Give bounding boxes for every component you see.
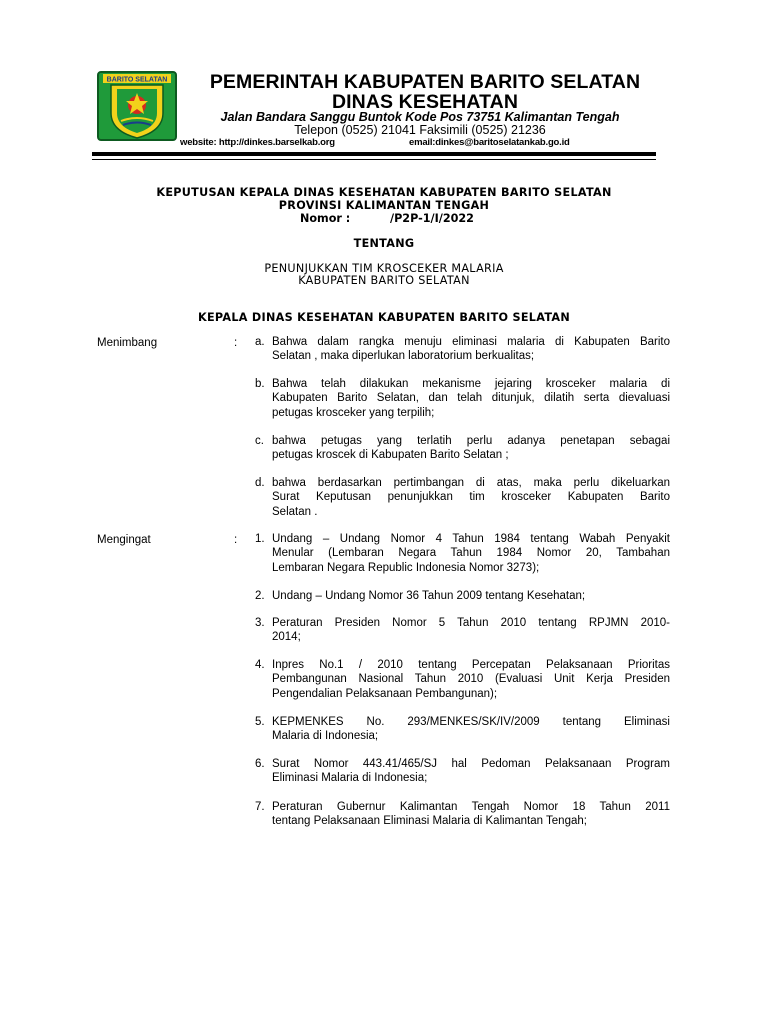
menimbang-item xyxy=(272,476,670,519)
mengingat-item-marker: 7. xyxy=(255,801,265,813)
letterhead-divider-thin xyxy=(92,159,656,160)
mengingat-item-marker: 6. xyxy=(255,758,265,770)
mengingat-item-line: Peraturan Presiden Nomor 5 Tahun 2010 tentang RPJMN 2010- xyxy=(272,617,670,629)
mengingat-item-line: KEPMENKES No. 293/MENKES/SK/IV/2009 tentang Eliminasi xyxy=(272,716,670,728)
authority-heading: KEPALA DINAS KESEHATAN KABUPATEN BARITO SELATAN xyxy=(197,311,571,324)
decree-province: PROVINSI KALIMANTAN TENGAH xyxy=(278,199,490,212)
mengingat-label: Mengingat xyxy=(97,534,151,546)
menimbang-colon: : xyxy=(234,337,238,349)
mengingat-item-line: Pengendalian Pelaksanaan Pembangunan); xyxy=(272,687,498,700)
mengingat-item-line: Surat Nomor 443.41/465/SJ hal Pedoman Pelaksanaan Program xyxy=(272,758,670,770)
subject-line-2: KABUPATEN BARITO SELATAN xyxy=(298,274,470,287)
menimbang-label: Menimbang xyxy=(97,337,158,349)
letterhead-title: PEMERINTAH KABUPATEN BARITO SELATAN xyxy=(209,71,641,93)
tentang-heading: TENTANG xyxy=(353,237,415,250)
menimbang-item-line: Kabupaten Barito Selatan, dan telah ditunjuk, dilatih serta dievaluasi xyxy=(272,392,670,405)
mengingat-colon: : xyxy=(234,534,238,546)
mengingat-item xyxy=(272,800,670,829)
letterhead-divider-thick xyxy=(92,152,656,156)
menimbang-item-line: Surat Keputusan penunjukkan tim krosceker Kabupaten Barito xyxy=(272,491,670,504)
menimbang-item-line: Selatan . xyxy=(272,505,318,518)
mengingat-item-line: Inpres No.1 / 2010 tentang Percepatan Pelaksanaan Prioritas xyxy=(272,659,670,671)
barito-selatan-logo xyxy=(97,71,177,141)
menimbang-item-line: Selatan , maka diperlukan laboratorium berkualitas; xyxy=(272,350,535,363)
mengingat-item xyxy=(272,715,670,744)
logo-caption: BARITO SELATAN xyxy=(106,76,168,84)
mengingat-item-line: Eliminasi Malaria di Indonesia; xyxy=(272,772,428,785)
menimbang-item-line: bahwa petugas yang terlatih perlu adanya penetapan sebagai xyxy=(272,435,670,447)
mengingat-item xyxy=(272,589,670,603)
mengingat-item-marker: 1. xyxy=(255,533,265,545)
decree-heading: KEPUTUSAN KEPALA DINAS KESEHATAN KABUPATEN BARITO SELATAN xyxy=(156,186,612,199)
menimbang-item xyxy=(272,434,670,463)
menimbang-item-line: Bahwa telah dilakukan mekanisme jejaring krosceker malaria di xyxy=(272,378,670,390)
mengingat-item-line: Malaria di Indonesia; xyxy=(272,730,379,743)
mengingat-item-line: Pembangunan Nasional Tahun 2010 (Evaluasi Unit Kerja Presiden xyxy=(272,673,670,686)
letterhead-phone: Telepon (0525) 21041 Faksimili (0525) 21236 xyxy=(294,123,546,137)
menimbang-item xyxy=(272,335,670,364)
menimbang-item-line: petugas krosceker yang terpilih; xyxy=(272,406,435,419)
letterhead-email: email:dinkes@baritoselatankab.go.id xyxy=(409,137,570,148)
mengingat-item-marker: 4. xyxy=(255,659,265,671)
mengingat-item xyxy=(272,658,670,701)
menimbang-item-marker: b. xyxy=(255,378,265,390)
mengingat-item-line: Undang – Undang Nomor 36 Tahun 2009 tentang Kesehatan; xyxy=(272,590,586,602)
menimbang-item-line: bahwa berdasarkan pertimbangan di atas, maka perlu dikeluarkan xyxy=(272,477,670,489)
mengingat-item xyxy=(272,757,670,786)
menimbang-item-marker: a. xyxy=(255,336,265,348)
menimbang-item-line: petugas kroscek di Kabupaten Barito Selatan ; xyxy=(272,449,509,462)
letterhead-address: Jalan Bandara Sanggu Buntok Kode Pos 73751 Kalimantan Tengah xyxy=(220,110,620,124)
mengingat-item-marker: 3. xyxy=(255,617,265,629)
mengingat-item-line: Lembaran Negara Republic Indonesia Nomor 3273); xyxy=(272,561,540,574)
mengingat-item-marker: 2. xyxy=(255,590,265,602)
nomor-value: /P2P-1/I/2022 xyxy=(390,212,474,225)
mengingat-item-line: tentang Pelaksanaan Eliminasi Malaria di Kalimantan Tengah; xyxy=(272,815,587,828)
mengingat-item xyxy=(272,616,670,645)
mengingat-item-line: Menular (Lembaran Negara Tahun 1984 Nomor 20, Tambahan xyxy=(272,547,670,560)
menimbang-item-line: Bahwa dalam rangka menuju eliminasi malaria di Kabupaten Barito xyxy=(272,336,670,348)
subject-line-1: PENUNJUKKAN TIM KROSCEKER MALARIA xyxy=(264,262,504,275)
mengingat-item xyxy=(272,532,670,575)
nomor-label: Nomor : xyxy=(300,212,351,225)
mengingat-item-line: Undang – Undang Nomor 4 Tahun 1984 tentang Wabah Penyakit xyxy=(272,533,670,545)
letterhead-department: DINAS KESEHATAN xyxy=(331,91,519,113)
mengingat-item-marker: 5. xyxy=(255,716,265,728)
menimbang-item xyxy=(272,377,670,420)
menimbang-item-marker: c. xyxy=(255,435,264,447)
mengingat-item-line: 2014; xyxy=(272,631,301,644)
menimbang-item-marker: d. xyxy=(255,477,265,489)
mengingat-item-line: Peraturan Gubernur Kalimantan Tengah Nomor 18 Tahun 2011 xyxy=(272,801,670,813)
letterhead-website: website: http://dinkes.barselkab.org xyxy=(180,137,335,148)
